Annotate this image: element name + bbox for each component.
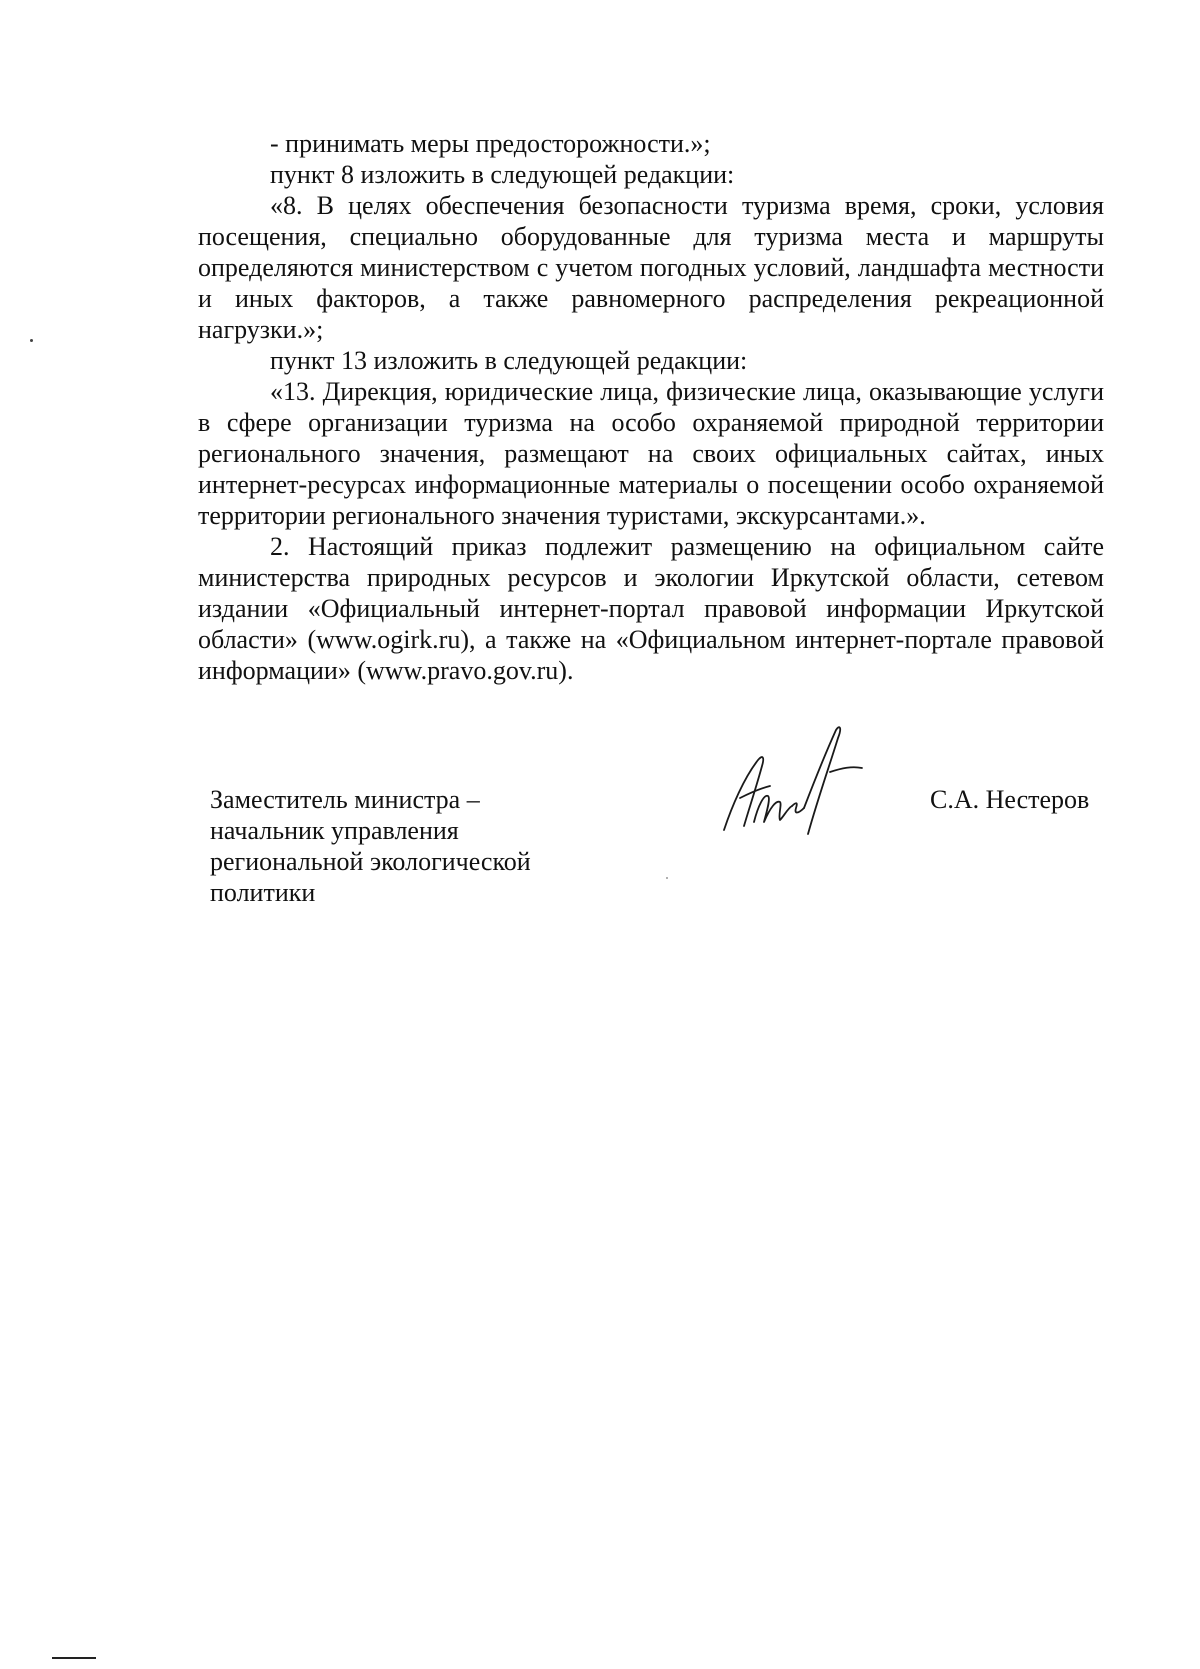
- paragraph-publication: 2. Настоящий приказ подлежит размещению на официальном сайте министерства природных ресурсов и экологии Иркутской области, сетевом издании «Официальный интернет-портал правовой информации Иркутской области» (www.ogirk.ru), а также на «Официальном интернет-портале правовой информации» (www.pravo.gov.ru).: [198, 532, 1104, 685]
- signer-position: Заместитель министра – начальник управления региональной экологической политики: [210, 785, 531, 907]
- scan-mark: [52, 1657, 96, 1659]
- scan-speck: [30, 339, 33, 342]
- document-body: [198, 128, 1104, 686]
- paragraph-precautions: - принимать меры предосторожности.»;: [270, 129, 711, 158]
- handwritten-signature-icon: [718, 722, 868, 842]
- scan-speck: [666, 877, 668, 879]
- paragraph-item-13-intro: пункт 13 изложить в следующей редакции:: [270, 346, 748, 375]
- paragraph-item-8-intro: пункт 8 изложить в следующей редакции:: [270, 160, 735, 189]
- paragraph-item-8-text: «8. В целях обеспечения безопасности туризма время, сроки, условия посещения, специально оборудованные для туризма места и маршруты определяются министерством с учетом погодных условий, ландшафта местности и иных факторов, а также равномерного распределения рекреационной нагрузки.»;: [198, 191, 1104, 344]
- signer-name: С.А. Нестеров: [930, 785, 1090, 814]
- paragraph-item-13-text: «13. Дирекция, юридические лица, физические лица, оказывающие услуги в сфере организации туризма на особо охраняемой природной территории регионального значения, размещают на своих официальных сайтах, иных интернет-ресурсах информационные материалы о посещении особо охраняемой территории регионального значения туристами, экскурсантами.».: [198, 377, 1104, 530]
